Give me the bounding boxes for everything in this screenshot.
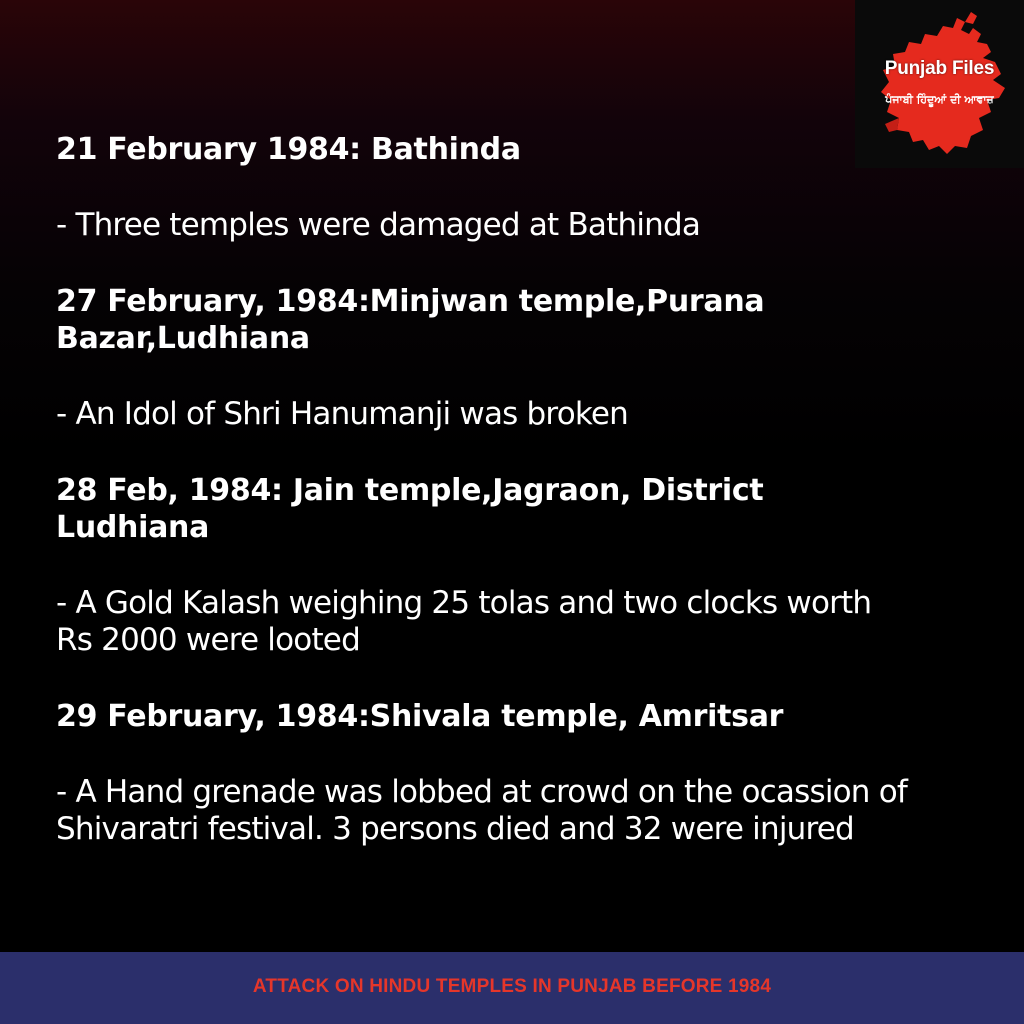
entry — [56, 698, 956, 848]
entry-heading: 21 February 1984: Bathinda — [56, 132, 521, 167]
logo-title: Punjab Files — [884, 58, 995, 79]
entry — [56, 131, 956, 244]
footer-banner — [0, 952, 1024, 1024]
entry-description: - An Idol of Shri Hanumanji was broken — [56, 396, 629, 432]
map-fragment — [885, 118, 899, 132]
entry-heading: 27 February, 1984:Minjwan temple,Purana Bazar,Ludhiana — [56, 284, 765, 356]
entry — [56, 283, 956, 433]
map-fragment — [965, 12, 977, 24]
entry-heading: 29 February, 1984:Shivala temple, Amritsar — [56, 699, 784, 734]
entry-description: - A Gold Kalash weighing 25 tolas and two clocks worth Rs 2000 were looted — [56, 585, 872, 658]
entries-list — [56, 131, 956, 848]
entry-description: - A Hand grenade was lobbed at crowd on the ocassion of Shivaratri festival. 3 persons died and 32 were injured — [56, 774, 907, 847]
entry-description: - Three temples were damaged at Bathinda — [56, 207, 701, 243]
banner-title: ATTACK ON HINDU TEMPLES IN PUNJAB BEFORE 1984 — [252, 976, 772, 997]
entry — [56, 472, 956, 659]
entry-heading: 28 Feb, 1984: Jain temple,Jagraon, District Ludhiana — [56, 473, 764, 545]
logo-tagline: ਪੰਜਾਬੀ ਹਿੰਦੂਆਂ ਦੀ ਆਵਾਜ਼ — [885, 93, 994, 106]
